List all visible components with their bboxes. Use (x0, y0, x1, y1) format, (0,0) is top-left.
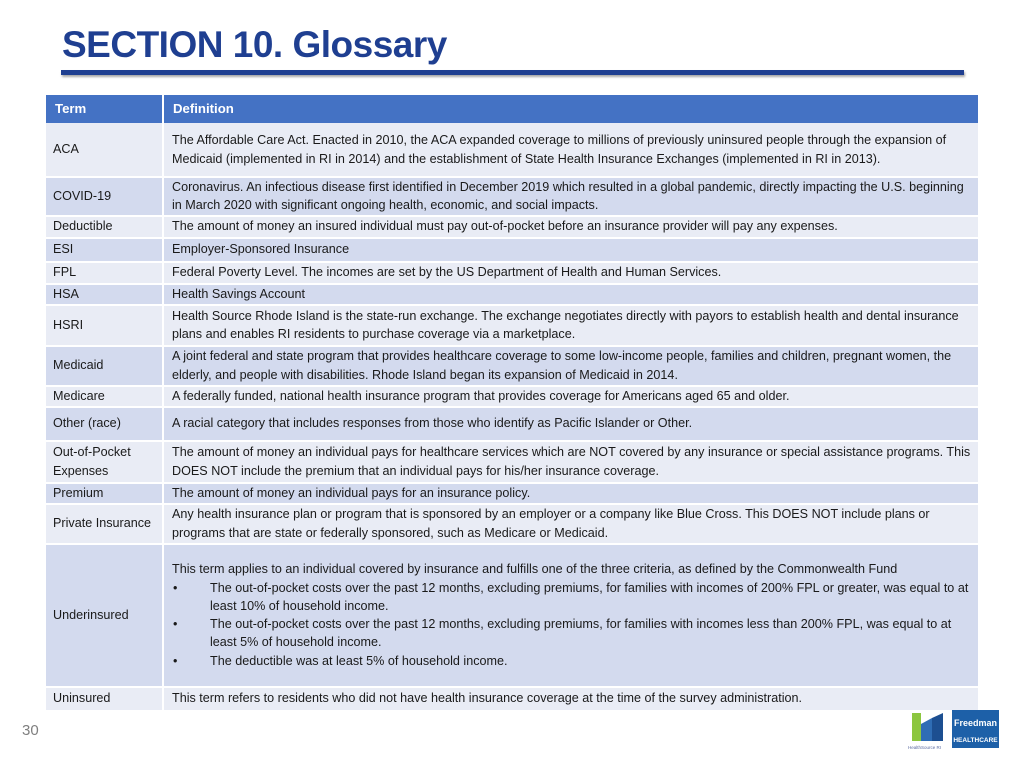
term-cell: Medicaid (46, 346, 163, 386)
term-cell: Uninsured (46, 687, 163, 711)
glossary-row-medicare (46, 386, 978, 407)
page-number: 30 (22, 722, 39, 739)
term-cell: Premium (46, 483, 163, 504)
glossary-row-deductible (46, 216, 978, 238)
term-cell: Deductible (46, 216, 163, 238)
term-cell: FPL (46, 262, 163, 284)
glossary-row-underinsured (46, 544, 978, 687)
criterion-text: The out-of-pocket costs over the past 12 months, excluding premiums, for families with incomes less than 200% FPL, was equal to at least 5% of household income. (210, 617, 952, 650)
term-cell: Out-of-Pocket Expenses (46, 441, 163, 483)
title-underline (61, 70, 964, 75)
term-cell: Other (race) (46, 407, 163, 441)
definition-cell: Federal Poverty Level. The incomes are set by the US Department of Health and Human Services. (163, 262, 978, 284)
glossary-row-other-race (46, 407, 978, 441)
definition-cell: This term refers to residents who did not have health insurance coverage at the time of the survey administration. (163, 687, 978, 711)
definition-cell: The amount of money an individual pays for an insurance policy. (163, 483, 978, 504)
definition-cell: Coronavirus. An infectious disease first identified in December 2019 which resulted in a global pandemic, directly impacting the U.S. beginning in March 2020 with significant ongoing health, economic, and social impacts. (163, 177, 978, 216)
bullet-icon: • (173, 580, 178, 595)
slide-title: SECTION 10. Glossary (62, 24, 447, 65)
term-cell: Underinsured (46, 544, 163, 687)
glossary-row-hsri (46, 305, 978, 346)
glossary-row-premium (46, 483, 978, 504)
term-cell: ACA (46, 123, 163, 177)
glossary-row-covid-19 (46, 177, 978, 216)
criterion-text: The deductible was at least 5% of household income. (210, 653, 508, 668)
definition-cell: Health Source Rhode Island is the state-run exchange. The exchange negotiates directly with payors to establish health and dental insurance plans and enables RI residents to purchase coverage via a marketplace. (163, 305, 978, 346)
glossary-row-medicaid (46, 346, 978, 386)
underinsured-criterion (172, 652, 972, 670)
glossary-row-aca (46, 123, 978, 177)
definition-cell: Health Savings Account (163, 284, 978, 305)
glossary-row-fpl (46, 262, 978, 284)
freedman-subtitle: HEALTHCARE (953, 737, 998, 744)
table-header-row (46, 95, 978, 123)
criterion-text: The out-of-pocket costs over the past 12 months, excluding premiums, for families with incomes of 200% FPL or greater, was equal to at least 10% of household income. (210, 580, 969, 613)
glossary-row-private-insurance (46, 504, 978, 544)
glossary-row-esi (46, 238, 978, 262)
term-cell: Private Insurance (46, 504, 163, 544)
underinsured-criterion (172, 579, 972, 616)
definition-cell: A racial category that includes responses from those who identify as Pacific Islander or Other. (163, 407, 978, 441)
definition-column-header: Definition (163, 95, 978, 123)
glossary-row-hsa (46, 284, 978, 305)
freedman-name: Freedman (953, 718, 997, 728)
term-cell: ESI (46, 238, 163, 262)
healthsource-ri-logo-icon (910, 710, 946, 746)
definition-cell: Any health insurance plan or program that is sponsored by an employer or a company like Blue Cross. This DOES NOT include plans or programs that are state or federally sponsored, such as Medicare or Medicaid. (163, 504, 978, 544)
definition-cell: A federally funded, national health insurance program that provides coverage for Americans aged 65 and older. (163, 386, 978, 407)
glossary-row-uninsured (46, 687, 978, 711)
term-cell: COVID-19 (46, 177, 163, 216)
healthsource-ri-caption: HealthSource RI (908, 745, 942, 750)
term-cell: HSA (46, 284, 163, 305)
bullet-icon: • (173, 617, 178, 632)
term-cell: HSRI (46, 305, 163, 346)
glossary-row-out-of-pocket-expenses (46, 441, 978, 483)
freedman-healthcare-logo (908, 710, 1000, 752)
definition-cell: The amount of money an individual pays for healthcare services which are NOT covered by any insurance or special assistance programs. This DOES NOT include the premium that an individual pays for his/her insurance coverage. (163, 441, 978, 483)
bullet-icon: • (173, 653, 178, 668)
definition-cell: The amount of money an insured individual must pay out-of-pocket before an insurance provider will pay any expenses. (163, 216, 978, 238)
definition-cell: Employer-Sponsored Insurance (163, 238, 978, 262)
glossary-table (46, 95, 978, 712)
term-cell: Medicare (46, 386, 163, 407)
definition-cell: A joint federal and state program that provides healthcare coverage to some low-income people, families and children, pregnant women, the elderly, and people with disabilities. Rhode Island began its expansion of Medicaid in 2014. (163, 346, 978, 386)
definition-cell: The Affordable Care Act. Enacted in 2010, the ACA expanded coverage to millions of previously uninsured people through the expansion of Medicaid (implemented in RI in 2014) and the establishment of State Health Insurance Exchanges (implemented in RI in 2013). (163, 123, 978, 177)
definition-cell (163, 544, 978, 687)
underinsured-criterion (172, 615, 972, 652)
underinsured-intro: This term applies to an individual covered by insurance and fulfills one of the three criteria, as defined by the Commonwealth Fund (172, 562, 898, 577)
freedman-logo-box (952, 710, 999, 748)
term-column-header: Term (46, 95, 163, 123)
